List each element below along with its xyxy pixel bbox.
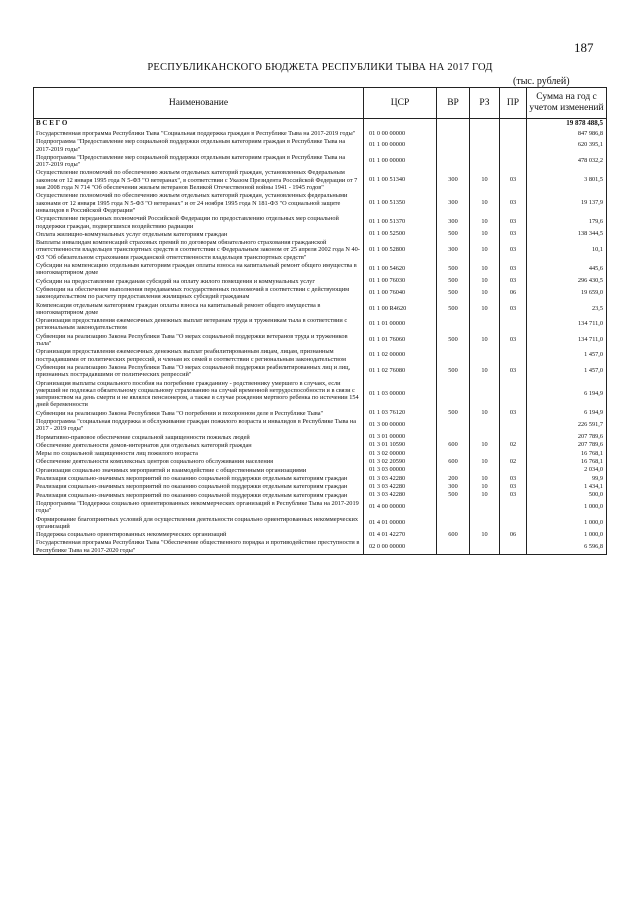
row-csr: 01 1 00 51340 (364, 168, 437, 191)
row-csr: 01 4 01 42270 (364, 530, 437, 538)
row-sum: 445,6 (527, 261, 607, 277)
table-row (34, 332, 607, 348)
row-rz (470, 129, 500, 137)
row-name: Реализация социально-значимых мероприятий по оказанию социальной поддержки отдельным категориям граждан (34, 491, 364, 499)
row-name: Организация выплаты социального пособия на погребение гражданину - родственнику умершего в случаях, если умерший не подлежал обязательному социальному страхованию на случай временной нетрудоспособности и в связи с материнством на день смерти и не являлся пенсионером, а также в случае рождения мертвого ребенка по истечении 154 дней беременности (34, 379, 364, 409)
row-rz: 10 (470, 168, 500, 191)
row-name: Оплата жилищно-коммунальных услуг отдельным категориям граждан (34, 230, 364, 238)
row-csr: 01 1 00 00000 (364, 137, 437, 153)
row-vr (437, 466, 470, 474)
row-sum: 207 789,6 (527, 441, 607, 449)
row-csr: 01 3 01 10590 (364, 441, 437, 449)
row-vr: 500 (437, 301, 470, 317)
row-sum: 19 659,0 (527, 285, 607, 301)
total-row (34, 119, 607, 130)
table-header-row (34, 88, 607, 119)
header-csr: ЦСР (364, 88, 437, 119)
row-csr: 01 1 03 00000 (364, 379, 437, 409)
row-csr: 01 1 02 00000 (364, 347, 437, 363)
header-rz: РЗ (470, 88, 500, 119)
row-csr: 01 4 00 00000 (364, 499, 437, 515)
row-rz: 10 (470, 474, 500, 482)
table-row (34, 379, 607, 409)
row-pr (500, 316, 527, 332)
row-rz: 10 (470, 409, 500, 417)
row-vr (437, 515, 470, 531)
table-row (34, 347, 607, 363)
row-rz (470, 137, 500, 153)
row-name: Подпрограмма "социальная поддержка и обслуживание граждан пожилого возраста и инвалидов в Республике Тыва на 2017 - 2019 годы" (34, 417, 364, 433)
table-row (34, 538, 607, 554)
row-pr (500, 499, 527, 515)
row-vr: 600 (437, 530, 470, 538)
row-sum: 23,5 (527, 301, 607, 317)
row-name: Подпрограмма "Предоставление мер социальной поддержки отдельным категориям граждан в Республике Тыва на 2017-2019 годы" (34, 153, 364, 169)
row-sum: 99,9 (527, 474, 607, 482)
row-csr: 01 3 03 42280 (364, 474, 437, 482)
row-rz (470, 466, 500, 474)
table-row (34, 433, 607, 441)
row-pr: 03 (500, 168, 527, 191)
row-name: Обеспечение деятельности домов-интернатов для отдельных категорий граждан (34, 441, 364, 449)
row-vr (437, 347, 470, 363)
row-vr: 600 (437, 457, 470, 465)
row-sum: 134 711,0 (527, 332, 607, 348)
row-vr: 300 (437, 168, 470, 191)
row-sum: 1 000,0 (527, 530, 607, 538)
row-csr: 01 4 01 00000 (364, 515, 437, 531)
table-row (34, 499, 607, 515)
row-vr (437, 316, 470, 332)
row-sum: 138 344,5 (527, 230, 607, 238)
row-name: Осуществление переданных полномочий Российской Федерации по предоставлению отдельных мер социальной поддержки граждан, подвергшихся воздействию радиации (34, 214, 364, 230)
row-sum: 10,1 (527, 238, 607, 261)
row-pr: 02 (500, 441, 527, 449)
row-sum: 1 457,0 (527, 363, 607, 379)
row-pr (500, 515, 527, 531)
table-row (34, 457, 607, 465)
row-name: Государственная программа Республики Тыва "Социальная поддержка граждан в Республике Тыва на 2017-2019 годы" (34, 129, 364, 137)
row-name: Компенсация отдельным категориям граждан оплаты взноса на капитальный ремонт общего имущества в многоквартирном доме (34, 301, 364, 317)
row-pr: 03 (500, 301, 527, 317)
total-sum: 19 878 488,5 (527, 119, 607, 130)
row-rz: 10 (470, 230, 500, 238)
row-vr: 200 (437, 474, 470, 482)
table-row (34, 285, 607, 301)
row-name: Поддержка социально ориентированных некоммерческих организаций (34, 530, 364, 538)
row-rz (470, 316, 500, 332)
row-rz: 10 (470, 530, 500, 538)
row-rz (470, 515, 500, 531)
header-name: Наименование (34, 88, 364, 119)
row-csr: 01 1 00 76030 (364, 277, 437, 285)
row-csr: 01 3 01 00000 (364, 433, 437, 441)
row-sum: 6 596,8 (527, 538, 607, 554)
table-row (34, 441, 607, 449)
row-vr: 300 (437, 238, 470, 261)
row-vr: 300 (437, 191, 470, 214)
row-name: Субвенции на обеспечение выполнения передаваемых государственных полномочий в соответствии с действующим законодательством по расчету предоставления жилищных субсидий гражданам (34, 285, 364, 301)
header-pr: ПР (500, 88, 527, 119)
table-row (34, 449, 607, 457)
row-csr: 01 1 00 52500 (364, 230, 437, 238)
row-rz (470, 347, 500, 363)
units-label: (тыс. рублей) (513, 76, 570, 87)
table-row (34, 417, 607, 433)
table-row (34, 191, 607, 214)
row-name: Реализация социально-значимых мероприятий по оказанию социальной поддержки отдельным категориям граждан (34, 474, 364, 482)
row-csr: 01 1 01 76060 (364, 332, 437, 348)
row-rz (470, 433, 500, 441)
row-rz: 10 (470, 491, 500, 499)
row-vr: 500 (437, 363, 470, 379)
row-sum: 16 768,1 (527, 449, 607, 457)
row-rz: 10 (470, 301, 500, 317)
table-row (34, 474, 607, 482)
row-rz (470, 417, 500, 433)
row-sum: 134 711,0 (527, 316, 607, 332)
row-vr: 500 (437, 277, 470, 285)
row-sum: 6 194,9 (527, 409, 607, 417)
row-csr: 01 1 00 00000 (364, 153, 437, 169)
row-csr: 01 3 03 42280 (364, 482, 437, 490)
row-csr: 01 3 03 00000 (364, 466, 437, 474)
row-rz: 10 (470, 363, 500, 379)
row-sum: 1 457,0 (527, 347, 607, 363)
row-pr (500, 379, 527, 409)
row-name: Меры по социальной защищенности лиц пожилого возраста (34, 449, 364, 457)
row-sum: 2 034,0 (527, 466, 607, 474)
row-pr: 03 (500, 238, 527, 261)
table-row (34, 153, 607, 169)
row-rz: 10 (470, 277, 500, 285)
row-csr: 01 1 01 00000 (364, 316, 437, 332)
row-vr (437, 433, 470, 441)
total-label: В С Е Г О (34, 119, 364, 130)
row-rz (470, 538, 500, 554)
row-sum: 1 434,1 (527, 482, 607, 490)
row-name: Субвенции на реализацию Закона Республики Тыва "О погребении и похоронном деле в Республике Тыва" (34, 409, 364, 417)
row-sum: 620 395,1 (527, 137, 607, 153)
page-number: 187 (574, 40, 594, 55)
row-vr (437, 137, 470, 153)
row-pr (500, 449, 527, 457)
row-rz (470, 449, 500, 457)
row-sum: 296 430,5 (527, 277, 607, 285)
row-csr: 01 1 00 76040 (364, 285, 437, 301)
row-vr: 500 (437, 261, 470, 277)
budget-table (33, 87, 607, 555)
row-rz: 10 (470, 261, 500, 277)
row-rz (470, 379, 500, 409)
row-sum: 207 789,6 (527, 433, 607, 441)
row-rz: 10 (470, 214, 500, 230)
row-name: Подпрограмма "Поддержка социально ориентированных некоммерческих организаций в Республике Тыва на 2017-2019 годы" (34, 499, 364, 515)
row-vr (437, 499, 470, 515)
row-pr (500, 137, 527, 153)
row-sum: 19 137,9 (527, 191, 607, 214)
row-rz: 10 (470, 332, 500, 348)
row-rz: 10 (470, 238, 500, 261)
table-row (34, 466, 607, 474)
row-name: Организация предоставления ежемесячных денежных выплат реабилитированным лицам, лицам, признанным пострадавшими от политических репрессий, и членам их семей в соответствии с региональным законодательством (34, 347, 364, 363)
page-title: РЕСПУБЛИКАНСКОГО БЮДЖЕТА РЕСПУБЛИКИ ТЫВА НА 2017 ГОД (147, 62, 493, 73)
row-csr: 01 3 00 00000 (364, 417, 437, 433)
row-name: Субвенции на реализацию Закона Республики Тыва "О мерах социальной поддержки реабилитированных лиц и лиц, признанных пострадавшими от политических репрессий" (34, 363, 364, 379)
row-csr: 01 3 03 42280 (364, 491, 437, 499)
table-row (34, 129, 607, 137)
row-sum: 6 194,9 (527, 379, 607, 409)
row-vr: 500 (437, 491, 470, 499)
row-csr: 01 1 00 52800 (364, 238, 437, 261)
row-rz: 10 (470, 482, 500, 490)
row-pr: 03 (500, 409, 527, 417)
row-pr: 03 (500, 261, 527, 277)
row-vr: 600 (437, 441, 470, 449)
row-name: Государственная программа Республики Тыва "Обеспечение общественного порядка и противодействие преступности в Республике Тыва на 2017-2020 годы" (34, 538, 364, 554)
table-row (34, 363, 607, 379)
row-vr (437, 417, 470, 433)
row-vr (437, 153, 470, 169)
row-csr: 01 1 00 51350 (364, 191, 437, 214)
row-rz (470, 499, 500, 515)
row-name: Субвенции на реализацию Закона Республики Тыва "О мерах социальной поддержки ветеранов труда и тружеников тыла" (34, 332, 364, 348)
row-name: Формирование благоприятных условий для осуществления деятельности социально ориентированных некоммерческих организаций (34, 515, 364, 531)
row-rz: 10 (470, 191, 500, 214)
row-name: Реализация социально-значимых мероприятий по оказанию социальной поддержки отдельным категориям граждан (34, 482, 364, 490)
table-row (34, 277, 607, 285)
row-pr: 03 (500, 482, 527, 490)
row-rz: 10 (470, 441, 500, 449)
row-name: Субсидии на компенсацию отдельным категориям граждан оплаты взноса на капитальный ремонт общего имущества в многоквартирном доме (34, 261, 364, 277)
row-pr: 03 (500, 332, 527, 348)
table-row (34, 137, 607, 153)
table-row (34, 214, 607, 230)
row-pr: 03 (500, 230, 527, 238)
row-name: Обеспечение деятельности комплексных центров социального обслуживания населения (34, 457, 364, 465)
row-vr (437, 449, 470, 457)
row-pr (500, 433, 527, 441)
row-pr: 06 (500, 530, 527, 538)
header-vr: ВР (437, 88, 470, 119)
row-csr: 01 1 00 51370 (364, 214, 437, 230)
row-pr: 03 (500, 363, 527, 379)
row-pr: 03 (500, 214, 527, 230)
table-row (34, 168, 607, 191)
row-csr: 01 1 02 76080 (364, 363, 437, 379)
row-sum: 1 000,0 (527, 499, 607, 515)
row-name: Выплаты инвалидам компенсаций страховых премий по договорам обязательного страхования гражданской ответственности владельцев транспортных средств в соответствии с Федеральным законом от 25 апреля 2002 года N 40-ФЗ "Об обязательном страховании гражданской ответственности владельцев транспортных средств" (34, 238, 364, 261)
table-row (34, 316, 607, 332)
row-csr: 01 0 00 00000 (364, 129, 437, 137)
row-pr: 03 (500, 491, 527, 499)
row-vr: 500 (437, 285, 470, 301)
row-pr: 02 (500, 457, 527, 465)
row-rz: 10 (470, 457, 500, 465)
row-pr: 03 (500, 474, 527, 482)
row-vr: 500 (437, 230, 470, 238)
row-csr: 01 1 03 76120 (364, 409, 437, 417)
row-vr (437, 129, 470, 137)
row-csr: 01 1 00 54620 (364, 261, 437, 277)
row-name: Организация социально значимых мероприятий и взаимодействие с общественными организациями (34, 466, 364, 474)
row-csr: 01 3 02 00000 (364, 449, 437, 457)
table-row (34, 230, 607, 238)
table-row (34, 515, 607, 531)
row-sum: 478 032,2 (527, 153, 607, 169)
row-pr (500, 347, 527, 363)
row-sum: 3 801,5 (527, 168, 607, 191)
row-vr: 500 (437, 409, 470, 417)
row-pr (500, 417, 527, 433)
row-name: Организация предоставления ежемесячных денежных выплат ветеранам труда и труженикам тыла в соответствии с региональным законодательством (34, 316, 364, 332)
row-name: Субсидии на предоставление гражданам субсидий на оплату жилого помещения и коммунальных услуг (34, 277, 364, 285)
row-pr (500, 466, 527, 474)
row-vr: 300 (437, 214, 470, 230)
row-sum: 179,6 (527, 214, 607, 230)
row-csr: 01 3 02 20590 (364, 457, 437, 465)
row-vr: 300 (437, 482, 470, 490)
row-pr (500, 538, 527, 554)
row-name: Подпрограмма "Предоставление мер социальной поддержки отдельным категориям граждан в Республике Тыва на 2017-2019 годы" (34, 137, 364, 153)
table-row (34, 238, 607, 261)
row-sum: 500,0 (527, 491, 607, 499)
row-sum: 16 768,1 (527, 457, 607, 465)
row-rz: 10 (470, 285, 500, 301)
row-csr: 02 0 00 00000 (364, 538, 437, 554)
row-vr (437, 379, 470, 409)
row-pr: 03 (500, 277, 527, 285)
row-csr: 01 1 00 R4620 (364, 301, 437, 317)
row-name: Осуществление полномочий по обеспечению жильем отдельных категорий граждан, установленных Федеральным законом от 12 января 1995 года N 5-ФЗ "О ветеранах", в соответствии с Указом Президента Российской Федерации от 7 мая 2008 года N 714 "Об обеспечении жильем ветеранов Великой Отечественной войны 1941 - 1945 годов" (34, 168, 364, 191)
row-sum: 226 591,7 (527, 417, 607, 433)
row-pr: 03 (500, 191, 527, 214)
header-sum: Сумма на год с учетом изменений (527, 88, 607, 119)
row-vr (437, 538, 470, 554)
row-name: Нормативно-правовое обеспечение социальной защищенности пожилых людей (34, 433, 364, 441)
table-row (34, 491, 607, 499)
table-row (34, 530, 607, 538)
row-pr (500, 129, 527, 137)
row-sum: 847 986,8 (527, 129, 607, 137)
table-row (34, 482, 607, 490)
row-name: Осуществление полномочий по обеспечению жильем отдельных категорий граждан, установленных федеральными законами от 12 января 1995 года N 5-ФЗ "О ветеранах" и от 24 ноября 1995 года N 181-ФЗ "О социальной защите инвалидов в Российской Федерации" (34, 191, 364, 214)
row-rz (470, 153, 500, 169)
table-row (34, 301, 607, 317)
row-vr: 500 (437, 332, 470, 348)
row-pr (500, 153, 527, 169)
table-row (34, 261, 607, 277)
row-pr: 06 (500, 285, 527, 301)
table-row (34, 409, 607, 417)
row-sum: 1 000,0 (527, 515, 607, 531)
